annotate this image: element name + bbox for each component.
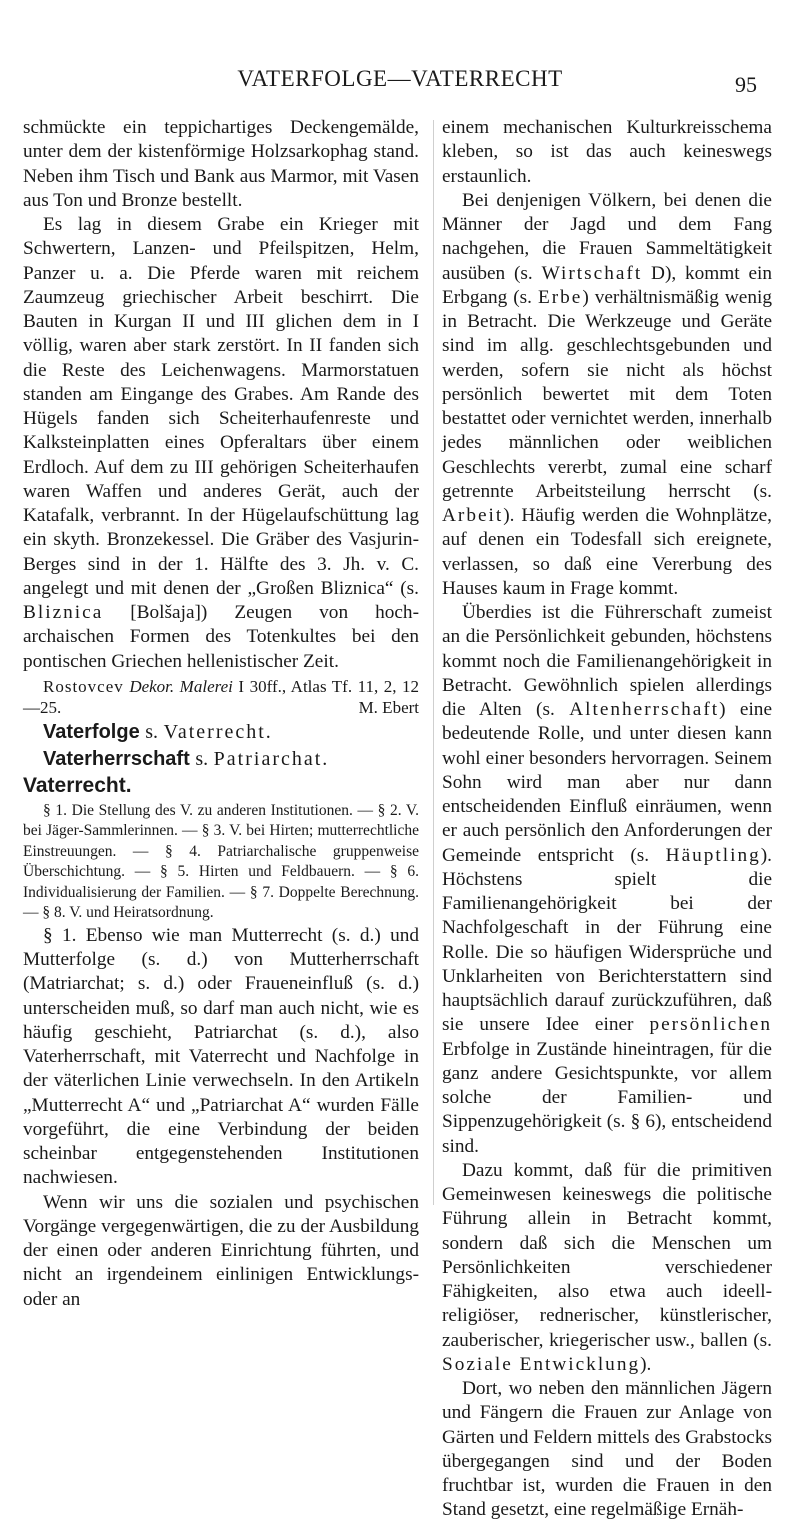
article-headword: Vaterrecht.	[23, 773, 132, 797]
emphasis: persönlichen	[649, 1014, 772, 1036]
page-title: VATERFOLGE—VATERRECHT	[237, 66, 563, 91]
entry-term: Vaterherrschaft	[43, 747, 190, 770]
xref-entry	[43, 720, 419, 745]
paragraph	[442, 601, 772, 1159]
article-outline: § 1. Die Stellung des V. zu anderen Institutionen. — § 2. V. bei Jäger-Sammlerinnen. — § 3. V. bei Hirten; mutterrechtliche Einstreuungen. — § 4. Patriarchalische gruppenweise Überschichtung. — § 5. Hirten und Feldbauern. — § 6. Individualisierung der Familien. — § 7. Doppelte Berechnung. — § 8. V. und Heiratsordnung.	[23, 801, 419, 922]
author-signature: M. Ebert	[358, 697, 419, 717]
cross-reference: Arbeit	[442, 505, 504, 526]
paragraph-text: ). Häufig werden die Wohnplätze, auf denen ein Todesfall sich ereignete, verlassen, so daß eine Vererbung des Hauses kaum in Frage kommt.	[442, 505, 772, 599]
paragraph	[442, 189, 772, 601]
paragraph-text: ).	[640, 1353, 652, 1375]
page-number: 95	[735, 72, 757, 97]
paragraph-text: Bei denjenigen Völkern, bei denen die Männer der Jagd und dem Fang nachgehen, die Frauen Sammeltätigkeit ausüben (s.	[442, 189, 772, 284]
cross-reference: Wirtschaft	[541, 262, 643, 284]
paragraph: Wenn wir uns die sozialen und psychischen Vorgänge vergegenwärtigen, die zu der Ausbildung der einen oder anderen Einrichtung führten, und nicht an irgendeinem einlinigen Entwicklungs- oder an	[23, 1191, 419, 1310]
ref-title: Dekor. Malerei	[129, 676, 233, 696]
column-divider	[433, 120, 434, 1205]
paragraph-text: Erbfolge in Zustände hineintragen, für die ganz andere Gesichtspunkte, vor allem solche der Familien- und Sippenzugehörigkeit (s. § 6), entscheidend sind.	[442, 1038, 772, 1157]
paragraph-text: [Bolšaja]) Zeugen von hoch-archaischen Formen des Totenkultes bei den pontischen Griechen hellenistischer Zeit.	[23, 602, 419, 672]
cross-reference: Soziale Entwicklung	[442, 1353, 641, 1375]
see-target: Vaterrecht.	[163, 720, 273, 743]
see-target: Patriarchat.	[213, 747, 330, 770]
left-column	[23, 116, 419, 1312]
xref-entry	[43, 747, 419, 772]
bibliography-reference	[23, 676, 419, 718]
paragraph-text: ). Höchstens spielt die Familienangehörigkeit bei der Nachfolgeschaft in der Führung eine Rolle. Die so häufigen Widersprüche und Unklarheiten von Berichterstattern sind hauptsächlich darauf zurückzuführen, daß sie unsere Idee einer	[442, 844, 773, 1036]
paragraph-text: Es lag in diesem Grabe ein Krieger mit Schwertern, Lanzen- und Pfeilspitzen, Helm, Panzer u. a. Die Pferde waren mit reichem Zaumzeug griechischer Arbeit beschirrt. Die Bauten in Kurgan II und III glichen dem in I völlig, waren aber stark zerstört. In II fanden sich die Reste des Leichenwagens. Marmorstatuen standen am Eingange des Grabes. Am Rande des Hügels fanden sich Scheiterhaufenreste und Kalksteinplatten eines Opferaltars über einem Erdloch. Auf dem zu III gehörigen Scheiterhaufen waren Waffen und anderes Gerät, auch der Katafalk, verbrannt. In der Hügelaufschüttung lag ein skyth. Bronzekessel. Die Gräber des Vasjurin-Berges sind in der 1. Hälfte des 3. Jh. v. C. angelegt und mit denen der „Großen Bliznica“ (s.	[23, 214, 419, 599]
cross-reference: Bliznica	[23, 602, 104, 623]
cross-reference: Erbe	[537, 286, 583, 308]
paragraph: § 1. Ebenso wie man Mutterrecht (s. d.) und Mutterfolge (s. d.) von Mutterherrschaft (Matriarchat; s. d.) oder Fraueneinfluß (s. d.) unterscheiden muß, so darf man auch nicht, wie es häufig geschieht, Patriarchat (s. d.), also Vaterherrschaft, mit Vaterrecht und Nachfolge in der väterlichen Linie verwechseln. In den Artikeln „Mutterrecht A“ und „Patriarchat A“ wurden Fälle vorgeführt, die eine Verbindung der beiden scheinbar entgegenstehenden Institutionen nachwiesen.	[23, 924, 419, 1189]
paragraph-text: Dazu kommt, daß für die primitiven Gemeinwesen keineswegs die politische Führung allein in Betracht kommt, sondern daß sich die Menschen um Persönlichkeiten verschiedener Fähigkeiten, also etwa auch ideell-religiöser, rednerischer, künstlerischer, zauberischer, kriegerischer usw., ballen (s.	[442, 1159, 772, 1351]
paragraph: schmückte ein teppichartiges Deckengemälde, unter dem der kistenförmige Holzsarkophag stand. Neben ihm Tisch und Bank aus Marmor, mit Vasen aus Ton und Bronze bestellt.	[23, 117, 419, 211]
ref-details: I 30ff., Atlas Tf. 11, 2, 12—25.	[23, 676, 420, 717]
right-column	[442, 116, 772, 1523]
see-label: s.	[145, 720, 159, 743]
paragraph-text: D), kommt ein Erbgang (s.	[442, 262, 773, 308]
paragraph: Dort, wo neben den männlichen Jägern und Fängern die Frauen zur Anlage von Gärten und Feldern mittels des Grabstocks übergegangen sind und der Boden fruchtbar ist, wurden die Frauen in den Stand gesetzt, eine regelmäßige Ernäh-	[442, 1378, 772, 1521]
paragraph-text: ) verhältnismäßig wenig in Betracht. Die Werkzeuge und Geräte sind im allg. geschlechtsgebunden und werden, sofern sie nicht als höchst persönlich bewertet mit dem Toten bestattet oder vernichtet werden, innerhalb jedes männlichen oder weiblichen Geschlechts vererbt, zumal eine scharf getrennte Arbeitsteilung herrscht (s.	[442, 286, 772, 502]
paragraph: einem mechanischen Kulturkreisschema kleben, so ist das auch keineswegs erstaunlich.	[442, 117, 772, 187]
entry-term: Vaterfolge	[43, 720, 140, 743]
running-head	[0, 66, 801, 96]
ref-author: Rostovcev	[43, 676, 124, 696]
cross-reference: Altenherrschaft	[569, 699, 720, 720]
paragraph	[23, 213, 419, 674]
see-label: s.	[195, 747, 209, 770]
paragraph-text: ) eine bedeutende Rolle, und unter diesen kann wohl einer besonders hervorragen. Seinem Sohn wird man aber nur dann entscheidenden Einfluß einräumen, wenn er auch persönlich den Anforderungen der Gemeinde entspricht (s.	[442, 699, 773, 866]
cross-reference: Häuptling	[665, 844, 761, 866]
paragraph-text: Überdies ist die Führerschaft zumeist an die Persönlichkeit gebunden, höchstens kommt noch die Familienangehörigkeit in Betracht. Gewöhnlich spielen allerdings die Alten (s.	[442, 602, 772, 720]
paragraph	[442, 1159, 772, 1377]
